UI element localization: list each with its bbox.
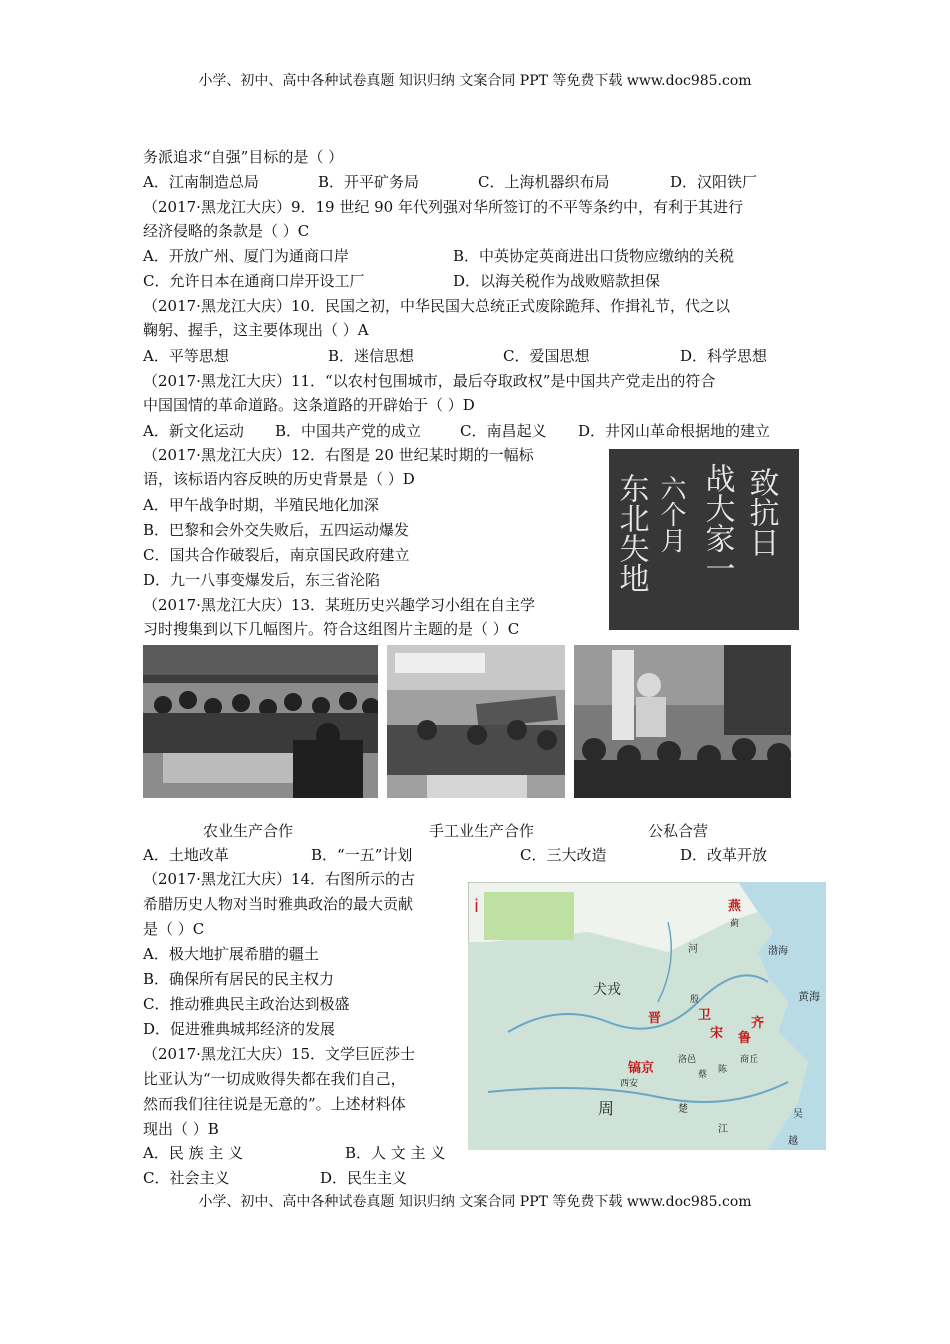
q11-option-a: A．新文化运动 — [143, 422, 244, 440]
map-song: 宋 — [710, 1026, 724, 1041]
q13-option-a: A．土地改革 — [143, 846, 229, 864]
map-ji: 蓟 — [730, 919, 740, 929]
map-zhou: 周 — [598, 1099, 615, 1118]
map-lu: 鲁 — [738, 1031, 752, 1046]
q8-stem: 务派追求“自强”目标的是（ ） — [143, 148, 344, 166]
q9-option-d: D．以海关税作为战败赔款担保 — [453, 272, 661, 290]
q11-line1: （2017·黑龙江大庆）11．“以农村包围城市，最后夺取政权”是中国共产党走出的符合 — [143, 372, 716, 390]
q9-option-c: C．允许日本在通商口岸开设工厂 — [143, 272, 365, 290]
q11-line2: 中国国情的革命道路。这条道路的开辟始于（ ）D — [143, 396, 475, 414]
q10-option-b: B．迷信思想 — [328, 347, 415, 365]
map-he: 河 — [688, 944, 698, 955]
slogan-col-1: 致抗日 — [743, 467, 779, 557]
photo-joint-venture — [574, 645, 791, 798]
map-bohai: 渤海 — [768, 946, 788, 957]
q14-option-d: D．促进雅典城邦经济的发展 — [143, 1020, 336, 1038]
q15-option-b: B．人 文 主 义 — [345, 1144, 446, 1162]
q12-line1: （2017·黑龙江大庆）12．右图是 20 世纪某时期的一幅标 — [143, 446, 534, 464]
map-cai: 蔡 — [698, 1070, 708, 1080]
map-yan: 燕 — [728, 899, 742, 914]
q8-option-d: D．汉阳铁厂 — [670, 173, 758, 191]
map-wei: 卫 — [698, 1008, 712, 1023]
q10-option-c: C．爱国思想 — [503, 347, 590, 365]
q12-option-a: A．甲午战争时期，半殖民地化加深 — [143, 496, 379, 514]
q15-line1: （2017·黑龙江大庆）15．文学巨匠莎士 — [143, 1045, 416, 1063]
slogan-col-4: 东北失地 — [613, 473, 649, 593]
map-luoyi: 洛邑 — [678, 1055, 697, 1065]
page-header: 小学、初中、高中各种试卷真题 知识归纳 文案合同 PPT 等免费下载 www.doc985.com — [198, 73, 752, 89]
map-yin: 殷 — [690, 995, 700, 1005]
map-shangqiu: 商丘 — [740, 1055, 759, 1065]
map-jin: 晋 — [648, 1011, 662, 1026]
photo-agriculture — [143, 645, 378, 798]
photo-handicraft — [387, 645, 565, 798]
slogan-col-3: 六个月 — [656, 475, 686, 553]
q14-option-c: C．推动雅典民主政治达到极盛 — [143, 995, 350, 1013]
q15-line4: 现出（ ）B — [143, 1120, 219, 1138]
caption-agriculture: 农业生产合作 — [203, 822, 294, 840]
q12-option-d: D．九一八事变爆发后，东三省沦陷 — [143, 571, 381, 589]
q10-line2: 鞠躬、握手，这主要体现出（ ）A — [143, 321, 369, 339]
q13-line2: 习时搜集到以下几幅图片。符合这组图片主题的是（ ）C — [143, 620, 520, 638]
svg-text:i: i — [474, 896, 480, 917]
caption-joint-venture: 公私合营 — [648, 822, 709, 840]
page-footer: 小学、初中、高中各种试卷真题 知识归纳 文案合同 PPT 等免费下载 www.doc985.com — [198, 1194, 752, 1210]
map-quanrong: 犬戎 — [593, 982, 621, 998]
map-chen: 陈 — [718, 1065, 728, 1075]
map-qi: 齐 — [751, 1016, 765, 1031]
q9-line1: （2017·黑龙江大庆）9．19 世纪 90 年代列强对华所签订的不平等条约中，有利于其进行 — [143, 198, 743, 216]
map-yue: 越 — [788, 1136, 798, 1147]
q11-option-b: B．中国共产党的成立 — [275, 422, 422, 440]
q10-option-a: A．平等思想 — [143, 347, 229, 365]
zhou-map — [468, 882, 826, 1150]
q14-line3: 是（ ）C — [143, 920, 205, 938]
q9-option-b: B．中英协定英商进出口货物应缴纳的关税 — [453, 247, 735, 265]
q13-option-d: D．改革开放 — [680, 846, 768, 864]
q12-line2: 语，该标语内容反映的历史背景是（ ）D — [143, 470, 415, 488]
q13-line1: （2017·黑龙江大庆）13．某班历史兴趣学习小组在自主学 — [143, 596, 536, 614]
q13-option-b: B．“一五”计划 — [311, 846, 413, 864]
map-chu: 楚 — [678, 1104, 688, 1115]
map-huanghai: 黄海 — [798, 990, 820, 1003]
q15-option-c: C．社会主义 — [143, 1169, 230, 1187]
map-jiang: 江 — [718, 1124, 728, 1135]
q12-option-b: B．巴黎和会外交失败后，五四运动爆发 — [143, 521, 410, 539]
map-haojing: 镐京 — [628, 1061, 655, 1076]
map-xian: 西安 — [620, 1079, 639, 1089]
map-wu: 吴 — [793, 1109, 803, 1120]
q11-option-c: C．南昌起义 — [460, 422, 547, 440]
q10-option-d: D．科学思想 — [680, 347, 768, 365]
q14-option-a: A．极大地扩展希腊的疆土 — [143, 945, 319, 963]
q15-line2: 比亚认为“一切成败得失都在我们自己， — [143, 1070, 406, 1088]
q11-option-d: D．井冈山革命根据地的建立 — [578, 422, 771, 440]
q8-option-a: A．江南制造总局 — [143, 173, 259, 191]
q12-option-c: C．国共合作破裂后，南京国民政府建立 — [143, 546, 410, 564]
slogan-image — [609, 449, 799, 630]
slogan-col-2: 战大家一 — [699, 463, 735, 583]
q10-line1: （2017·黑龙江大庆）10．民国之初，中华民国大总统正式废除跪拜、作揖礼节，代之以 — [143, 297, 731, 315]
q8-option-b: B．开平矿务局 — [318, 173, 420, 191]
q15-option-d: D．民生主义 — [320, 1169, 408, 1187]
q9-option-a: A．开放广州、厦门为通商口岸 — [143, 247, 349, 265]
q15-option-a: A．民 族 主 义 — [143, 1144, 244, 1162]
q13-option-c: C．三大改造 — [520, 846, 607, 864]
q14-line2: 希腊历史人物对当时雅典政治的最大贡献 — [143, 895, 414, 913]
q8-option-c: C．上海机器织布局 — [478, 173, 610, 191]
q9-line2: 经济侵略的条款是（ ）C — [143, 222, 310, 240]
q14-option-b: B．确保所有居民的民主权力 — [143, 970, 335, 988]
q15-line3: 然而我们往往说是无意的”。上述材料体 — [143, 1095, 406, 1113]
q14-line1: （2017·黑龙江大庆）14．右图所示的古 — [143, 870, 416, 888]
caption-handicraft: 手工业生产合作 — [429, 822, 535, 840]
